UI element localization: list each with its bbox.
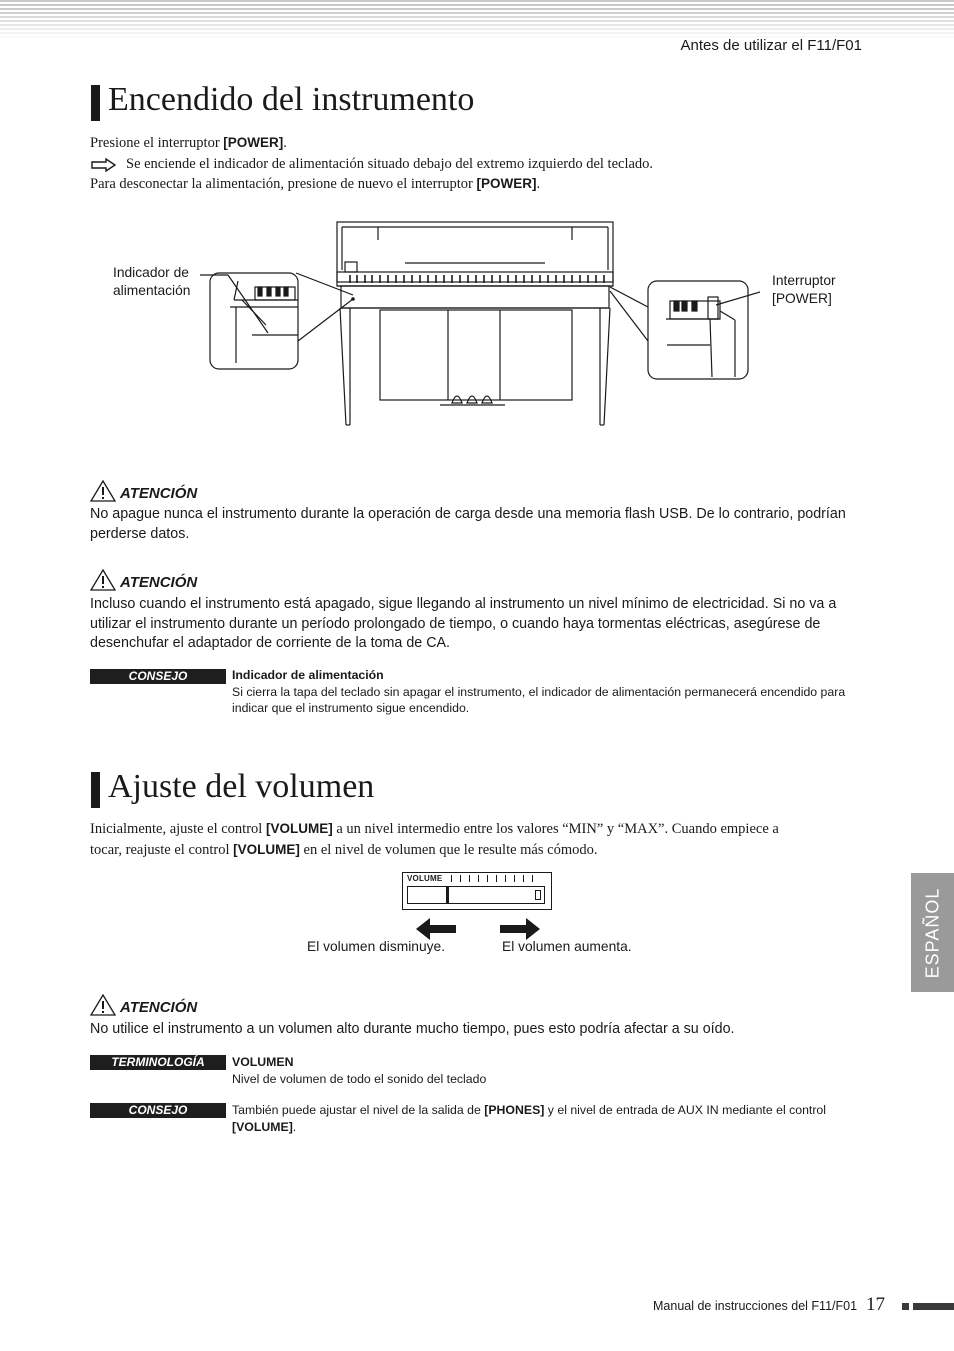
text-span: También puede ajustar el nivel de la salida de xyxy=(232,1103,485,1117)
language-tab-label: ESPAÑOL xyxy=(922,887,942,978)
terminology-tag: TERMINOLOGÍA xyxy=(90,1055,226,1070)
caution-volume-text: No utilice el instrumento a un volumen alto durante mucho tiempo, pues esto podría afectar a su oído. xyxy=(90,1021,735,1037)
label-line: alimentación xyxy=(113,283,191,298)
slider-end-stop xyxy=(535,890,541,900)
volume-decrease-label: El volumen disminuye. xyxy=(307,939,446,954)
text-span: Para desconectar la alimentación, presione de nuevo el interruptor xyxy=(90,176,477,192)
volume-instruction xyxy=(90,819,860,860)
caution-title: ATENCIÓN xyxy=(120,999,198,1016)
volume-key-label: [VOLUME] xyxy=(233,841,300,857)
warning-triangle-icon xyxy=(90,569,116,591)
power-result-text: Se enciende el indicador de alimentación situado debajo del extremo izquierdo del teclado. xyxy=(126,156,654,172)
caution-title: ATENCIÓN xyxy=(120,485,198,502)
volume-key-label: [VOLUME] xyxy=(265,821,333,836)
caution-usb-text: No apague nunca el instrumento durante la operación de carga desde una memoria flash USB. De lo contrario, podrían perderse datos. xyxy=(90,506,846,542)
volume-scale-ticks xyxy=(451,875,539,882)
tip-tag: CONSEJO xyxy=(90,1103,226,1118)
tip-tag: CONSEJO xyxy=(90,669,226,684)
power-key-label: [POWER] xyxy=(223,135,284,150)
running-header: Antes de utilizar el F11/F01 xyxy=(680,37,862,54)
text-span: y el nivel de entrada de AUX IN mediante el control xyxy=(544,1103,826,1117)
footer-bar-mark xyxy=(913,1303,954,1310)
power-key-label: [POWER] xyxy=(476,176,537,191)
tip-title: Indicador de alimentación xyxy=(232,668,384,682)
header-stripes xyxy=(0,0,954,40)
text-span: tocar, reajuste el control xyxy=(90,841,234,858)
tip-body: Si cierra la tapa del teclado sin apagar el instrumento, el indicador de alimentación permanecerá encendido para indicar que el instrumento sigue encendido. xyxy=(232,684,846,715)
volume-slider-panel xyxy=(402,872,552,910)
text-span: Presione el interruptor xyxy=(90,135,224,151)
terminology-volume xyxy=(232,1054,857,1087)
volume-slider-track[interactable] xyxy=(407,886,545,904)
caution-title: ATENCIÓN xyxy=(120,574,198,591)
caution-heading xyxy=(90,480,197,502)
caution-heading xyxy=(90,569,197,591)
power-off-instruction xyxy=(90,174,540,195)
volume-increase-label: El volumen aumenta. xyxy=(502,939,632,954)
text-span: a un nivel intermedio entre los valores “MIN” y “MAX”. Cuando empiece a xyxy=(332,821,779,837)
power-instruction xyxy=(90,133,287,154)
text-span: Inicialmente, ajuste el control xyxy=(90,821,266,837)
text-span: . xyxy=(536,176,541,192)
term-title: VOLUMEN xyxy=(232,1055,294,1069)
text-span: . xyxy=(292,1119,297,1134)
warning-triangle-icon xyxy=(90,994,116,1016)
volume-slider-label: VOLUME xyxy=(407,874,443,883)
title-bar-marker xyxy=(91,772,100,808)
piano-illustration xyxy=(200,215,760,440)
label-line: Indicador de xyxy=(113,265,189,280)
tip-power-indicator xyxy=(232,667,857,717)
section-title-volume: Ajuste del volumen xyxy=(108,768,375,805)
label-line: Interruptor xyxy=(772,273,836,288)
footer-manual-title: Manual de instrucciones del F11/F01 xyxy=(653,1299,858,1313)
text-span: . xyxy=(283,135,287,151)
volume-slider-knob[interactable] xyxy=(408,887,449,903)
power-indicator-label xyxy=(113,264,190,300)
title-bar-marker xyxy=(91,85,100,121)
tip-phones-volume xyxy=(232,1102,857,1135)
label-line: [POWER] xyxy=(772,291,832,306)
page-number: 17 xyxy=(866,1294,885,1315)
caution-power-text: Incluso cuando el instrumento está apagado, sigue llegando al instrumento un nivel mínimo de electricidad. Si no va a utilizar el instrumento durante un período prolongado de tiempo, o cuando haya tormentas eléctricas, asegúrese de desenchufar el adaptador de corriente de la toma de CA. xyxy=(90,596,837,651)
warning-triangle-icon xyxy=(90,480,116,502)
section-title-power: Encendido del instrumento xyxy=(108,81,475,118)
power-switch-label xyxy=(772,272,836,308)
language-tab[interactable] xyxy=(911,873,954,992)
footer-square-mark xyxy=(902,1303,909,1310)
text-span: en el nivel de volumen que le resulte más cómodo. xyxy=(299,841,598,858)
phones-key-label: [PHONES] xyxy=(484,1103,545,1117)
caution-heading xyxy=(90,994,197,1016)
term-body: Nivel de volumen de todo el sonido del teclado xyxy=(232,1071,487,1086)
volume-key-label: [VOLUME] xyxy=(232,1119,293,1134)
